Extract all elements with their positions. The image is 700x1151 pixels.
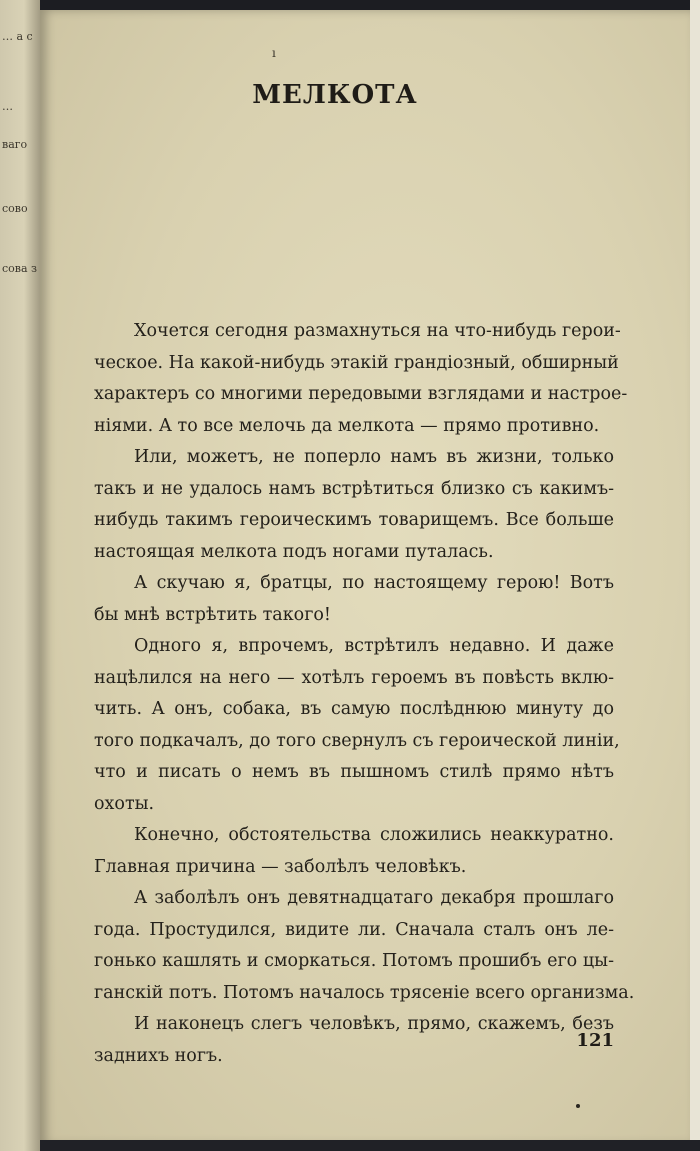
text-line: А скучаю я, братцы, по настоящему герою! Вотъ (134, 573, 614, 593)
body-text (94, 316, 635, 1072)
text-line: что и писать о немъ въ пышномъ стилѣ прямо нѣтъ (94, 762, 614, 782)
left-page-fragment: ваго (2, 138, 28, 151)
text-line: нацѣлился на него — хотѣлъ героемъ въ повѣсть вклю- (94, 667, 614, 688)
header-mark: ı (272, 46, 276, 60)
text-line: охоты. (94, 793, 155, 814)
text-line: гонько кашлять и сморкаться. Потомъ прошибъ его цы- (94, 951, 614, 971)
bottom-page-edge (40, 1140, 700, 1151)
text-line: такъ и не удалось намъ встрѣтиться близко съ какимъ- (94, 478, 614, 499)
chapter-title: МЕЛКОТА (252, 80, 418, 110)
text-line: настоящая мелкота подъ ногами путалась. (94, 541, 494, 562)
paper-speck (576, 1104, 580, 1108)
text-line: нибудь такимъ героическимъ товарищемъ. Все больше (94, 510, 614, 530)
left-page-edge (0, 0, 40, 1151)
text-line: бы мнѣ встрѣтить такого! (94, 604, 331, 625)
text-line: Хочется сегодня размахнуться на что-нибудь герои- (134, 321, 621, 341)
text-line: Главная причина — заболѣлъ человѣкъ. (94, 856, 467, 877)
text-line: А заболѣлъ онъ девятнадцатаго декабря прошлаго (134, 888, 614, 908)
text-line: И наконецъ слегъ человѣкъ, прямо, скажемъ, безъ (134, 1014, 614, 1034)
left-page-fragment: сова з (2, 262, 38, 275)
text-line: характеръ со многими передовыми взглядами и настрое- (94, 384, 628, 404)
page-number: 121 (576, 1030, 614, 1051)
text-line: Одного я, впрочемъ, встрѣтилъ недавно. И даже (134, 636, 614, 656)
book-page (40, 10, 690, 1145)
left-page-fragment: … (2, 100, 13, 113)
text-line: ганскій потъ. Потомъ началось трясеніе всего организма. (94, 982, 635, 1003)
text-line: заднихъ ногъ. (94, 1045, 223, 1066)
text-line: Конечно, обстоятельства сложились неаккуратно. (134, 825, 614, 845)
text-line: того подкачалъ, до того свернулъ съ героической линіи, (94, 730, 620, 751)
left-page-fragment: … а с (2, 30, 33, 43)
left-page-fragment: сово (2, 202, 28, 215)
text-line: ніями. А то все мелочь да мелкота — прямо противно. (94, 415, 600, 436)
right-page-edge (690, 0, 700, 1151)
text-line: чить. А онъ, собака, въ самую послѣднюю минуту до (94, 699, 614, 719)
text-line: года. Простудился, видите ли. Сначала сталъ онъ ле- (94, 919, 614, 940)
text-line: Или, можетъ, не поперло намъ въ жизни, только (134, 447, 614, 467)
text-line: ческое. На какой-нибудь этакій грандіозный, обширный (94, 352, 619, 373)
